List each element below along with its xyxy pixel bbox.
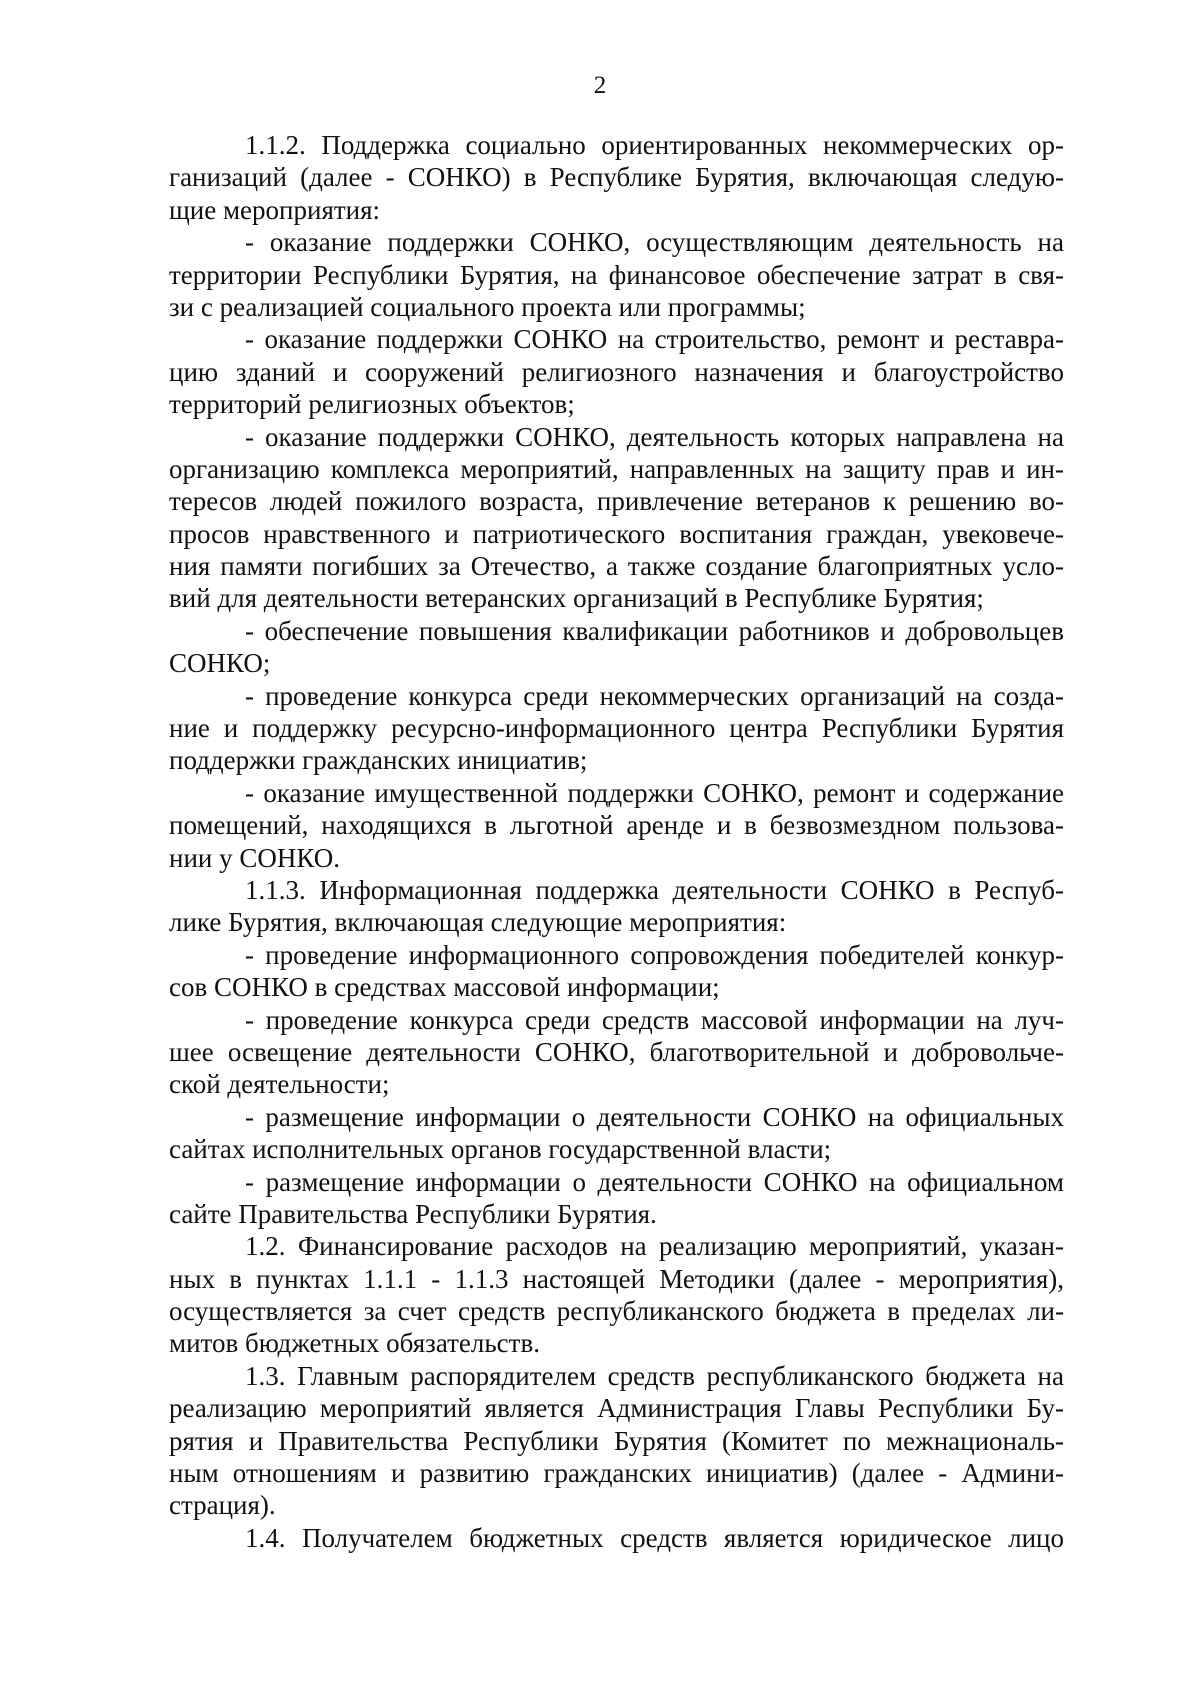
text-line: 1.2. Финансирование расходов на реализацию мероприятий, указан- [245, 1231, 1064, 1262]
text-line: СОНКО; [169, 648, 271, 679]
text-line: организацию комплекса мероприятий, направленных на защиту прав и ин- [169, 453, 1064, 484]
text-line: рятия и Правительства Республики Бурятия (Комитет по межнациональ- [169, 1425, 1064, 1456]
text-line: нии у СОНКО. [169, 842, 340, 873]
text-line: 1.4. Получателем бюджетных средств является юридическое лицо [245, 1522, 1064, 1553]
text-line: ние и поддержку ресурсно-информационного центра Республики Бурятия [169, 713, 1064, 744]
text-line: сов СОНКО в средствах массовой информации; [169, 972, 720, 1003]
paragraph [169, 680, 1064, 777]
text-line: ных в пунктах 1.1.1 - 1.1.3 настоящей Методики (далее - мероприятия), [169, 1263, 1064, 1294]
text-line: митов бюджетных обязательств. [169, 1328, 540, 1359]
text-line: просов нравственного и патриотического воспитания граждан, увековече- [169, 518, 1064, 549]
text-line: территорий религиозных объектов; [169, 389, 575, 420]
text-line: цию зданий и сооружений религиозного назначения и благоустройство [169, 356, 1064, 387]
paragraph [169, 615, 1064, 680]
paragraph [169, 777, 1064, 874]
text-line: - оказание поддержки СОНКО, осуществляющим деятельность на [245, 227, 1064, 258]
text-line: поддержки гражданских инициатив; [169, 745, 588, 776]
paragraph [169, 1360, 1064, 1522]
text-line: лике Бурятия, включающая следующие мероприятия: [169, 907, 787, 938]
paragraph [169, 1166, 1064, 1231]
document-body [169, 129, 1064, 1554]
text-line: осуществляется за счет средств республиканского бюджета в пределах ли- [169, 1296, 1064, 1327]
text-line: зи с реализацией социального проекта или программы; [169, 291, 806, 322]
text-line: - размещение информации о деятельности СОНКО на официальных [245, 1101, 1064, 1132]
text-line: 1.1.2. Поддержка социально ориентированных некоммерческих ор- [245, 130, 1064, 160]
text-line: страция). [169, 1490, 276, 1521]
text-line: шее освещение деятельности СОНКО, благотворительной и добровольче- [169, 1036, 1064, 1067]
text-line: территории Республики Бурятия, на финансовое обеспечение затрат в свя- [169, 259, 1064, 290]
page-number: 2 [593, 72, 607, 99]
text-line: ской деятельности; [169, 1069, 390, 1100]
paragraph [169, 226, 1064, 323]
paragraph [169, 874, 1064, 939]
text-line: - оказание имущественной поддержки СОНКО, ремонт и содержание [245, 777, 1064, 808]
text-line: - оказание поддержки СОНКО, деятельность которых направлена на [245, 421, 1064, 452]
text-line: щие мероприятия: [169, 194, 381, 225]
paragraph [169, 421, 1064, 615]
paragraph [169, 1522, 1064, 1554]
text-line: ганизаций (далее - СОНКО) в Республике Бурятия, включающая следую- [169, 162, 1064, 193]
text-line: ным отношениям и развитию гражданских инициатив) (далее - Админи- [169, 1458, 1064, 1489]
text-line: сайте Правительства Республики Бурятия. [169, 1198, 657, 1229]
paragraph [169, 1101, 1064, 1166]
text-line: - оказание поддержки СОНКО на строительство, ремонт и реставра- [245, 324, 1064, 355]
text-line: - размещение информации о деятельности СОНКО на официальном [245, 1166, 1064, 1197]
paragraph [169, 129, 1064, 226]
text-line: реализацию мероприятий является Администрация Главы Республики Бу- [169, 1393, 1064, 1424]
text-line: вий для деятельности ветеранских организаций в Республике Бурятия; [169, 583, 984, 614]
paragraph [169, 1230, 1064, 1360]
text-line: - проведение конкурса среди некоммерческих организаций на созда- [245, 680, 1064, 711]
text-line: - обеспечение повышения квалификации работников и добровольцев [245, 615, 1064, 646]
text-line: 1.1.3. Информационная поддержка деятельности СОНКО в Респуб- [245, 874, 1064, 905]
text-line: помещений, находящихся в льготной аренде и в безвозмездном пользова- [169, 810, 1064, 841]
text-line: тересов людей пожилого возраста, привлечение ветеранов к решению во- [169, 486, 1064, 517]
paragraph [169, 1004, 1064, 1101]
paragraph [169, 323, 1064, 420]
paragraph [169, 939, 1064, 1004]
text-line: сайтах исполнительных органов государственной власти; [169, 1134, 832, 1165]
text-line: ния памяти погибших за Отечество, а также создание благоприятных усло- [169, 551, 1064, 582]
text-line: 1.3. Главным распорядителем средств республиканского бюджета на [245, 1360, 1064, 1391]
text-line: - проведение информационного сопровождения победителей конкур- [245, 939, 1064, 970]
text-line: - проведение конкурса среди средств массовой информации на луч- [245, 1004, 1064, 1035]
